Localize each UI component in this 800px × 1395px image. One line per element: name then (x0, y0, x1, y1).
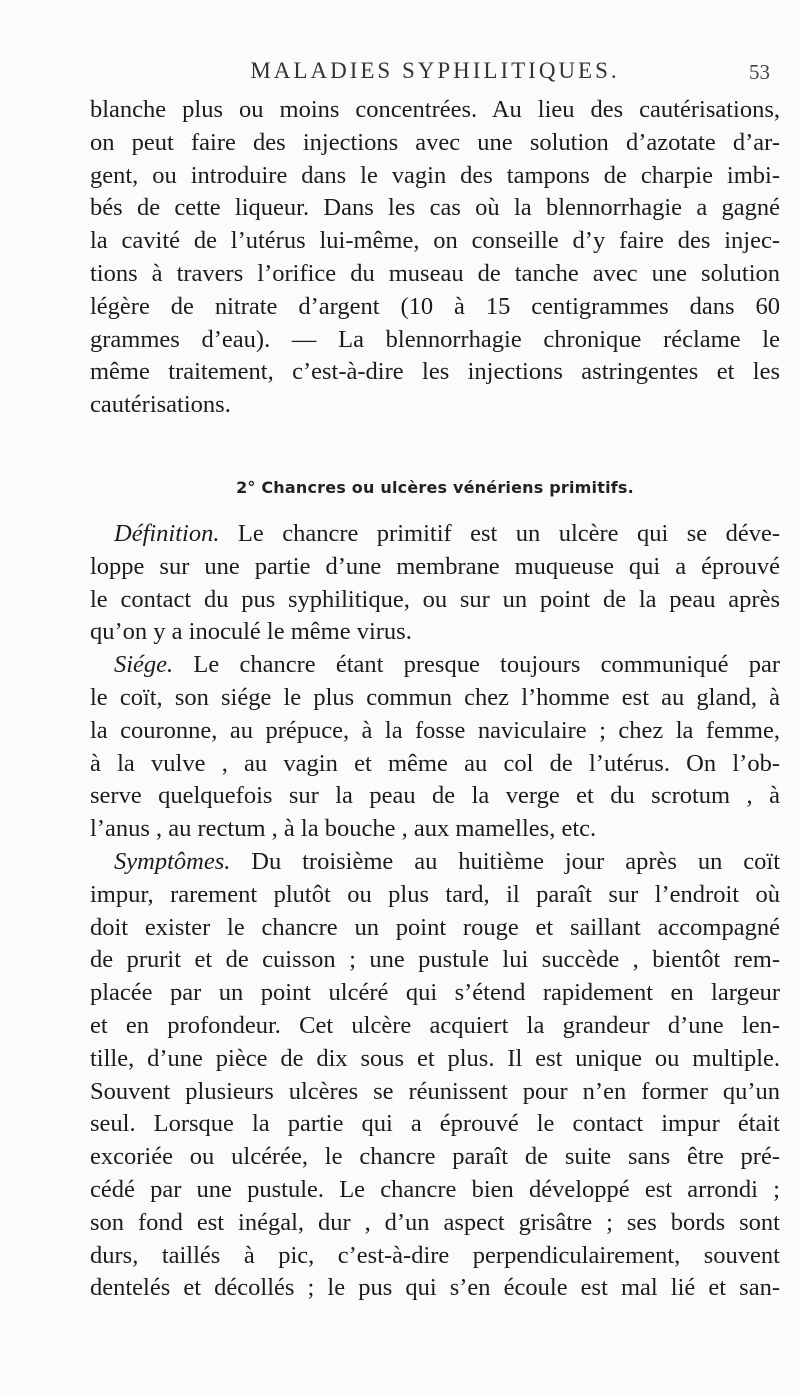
paragraph-blennorrhagie-treatment (90, 94, 780, 422)
text-line: qu’on y a inoculé le même virus. (90, 618, 412, 646)
text-line: et en profondeur. Cet ulcère acquiert la grandeur d’une len- (90, 1011, 780, 1039)
text-line: durs, taillés à pic, c’est-à-dire perpendiculairement, souvent (90, 1241, 780, 1269)
text-line: bés de cette liqueur. Dans les cas où la blennorrhagie a gagné (90, 194, 780, 222)
symptomes-first-line (90, 846, 780, 879)
text-line: cautérisations. (90, 391, 231, 419)
running-title: MALADIES SYPHILITIQUES. (250, 58, 620, 83)
text-line: son fond est inégal, dur , d’un aspect grisâtre ; ses bords sont (90, 1208, 780, 1236)
text-line: dentelés et décollés ; le pus qui s’en écoule est mal lié et san- (90, 1274, 780, 1302)
text-line: impur, rarement plutôt ou plus tard, il paraît sur l’endroit où (90, 880, 780, 908)
text-line: tions à travers l’orifice du museau de tanche avec une solution (90, 259, 780, 287)
symptomes-label: Symptômes. (114, 847, 231, 875)
text-line: tille, d’une pièce de dix sous et plus. Il est unique ou multiple. (90, 1044, 780, 1072)
siege-first-line (90, 649, 780, 682)
text-line: seul. Lorsque la partie qui a éprouvé le contact impur était (90, 1110, 780, 1138)
text-line: le coït, son siége le plus commun chez l’homme est au gland, à (90, 683, 780, 711)
definition-label: Définition. (114, 520, 220, 547)
text-line: serve quelquefois sur la peau de la verge et du scrotum , à (90, 782, 780, 810)
text-line: Souvent plusieurs ulcères se réunissent pour n’en former qu’un (90, 1077, 780, 1105)
page-number: 53 (749, 60, 770, 84)
running-head (90, 58, 780, 94)
text-line: excoriée ou ulcérée, le chancre paraît de suite sans être pré- (90, 1143, 780, 1171)
definition-first-line-text: Le chancre primitif est un ulcère qui se déve- (219, 520, 780, 547)
text-line: la couronne, au prépuce, à la fosse naviculaire ; chez la femme, (90, 716, 780, 744)
text-line: la cavité de l’utérus lui-même, on conseille d’y faire des injec- (90, 227, 780, 255)
text-line: légère de nitrate d’argent (10 à 15 centigrammes dans 60 (90, 292, 780, 320)
siege-first-line-text: Le chancre étant presque toujours communiqué par (173, 651, 780, 679)
text-line: cédé par une pustule. Le chancre bien développé est arrondi ; (90, 1175, 780, 1203)
text-line: placée par un point ulcéré qui s’étend rapidement en largeur (90, 979, 780, 1007)
text-line: même traitement, c’est-à-dire les injections astringentes et les (90, 358, 780, 386)
text-line: doit exister le chancre un point rouge et saillant accompagné (90, 913, 780, 941)
text-line: grammes d’eau). — La blennorrhagie chronique réclame le (90, 325, 780, 353)
section-body (90, 518, 780, 1305)
siege-label: Siége. (114, 651, 174, 679)
definition-first-line (90, 518, 780, 551)
section-heading: 2° Chancres ou ulcères vénériens primitifs. (236, 478, 634, 497)
text-line: on peut faire des injections avec une solution d’azotate d’ar- (90, 128, 780, 156)
text-line: loppe sur une partie d’une membrane muqueuse qui a éprouvé (90, 552, 780, 580)
text-line: l’anus , au rectum , à la bouche , aux mamelles, etc. (90, 815, 597, 843)
text-line: de prurit et de cuisson ; une pustule lui succède , bientôt rem- (90, 946, 780, 974)
symptomes-first-line-text: Du troisième au huitième jour après un coït (230, 847, 780, 875)
text-line: gent, ou introduire dans le vagin des tampons de charpie imbi- (90, 161, 780, 189)
text-line: blanche plus ou moins concentrées. Au lieu des cautérisations, (90, 96, 780, 123)
text-line: le contact du pus syphilitique, ou sur un point de la peau après (90, 585, 780, 613)
text-line: à la vulve , au vagin et même au col de l’utérus. On l’ob- (90, 749, 780, 777)
